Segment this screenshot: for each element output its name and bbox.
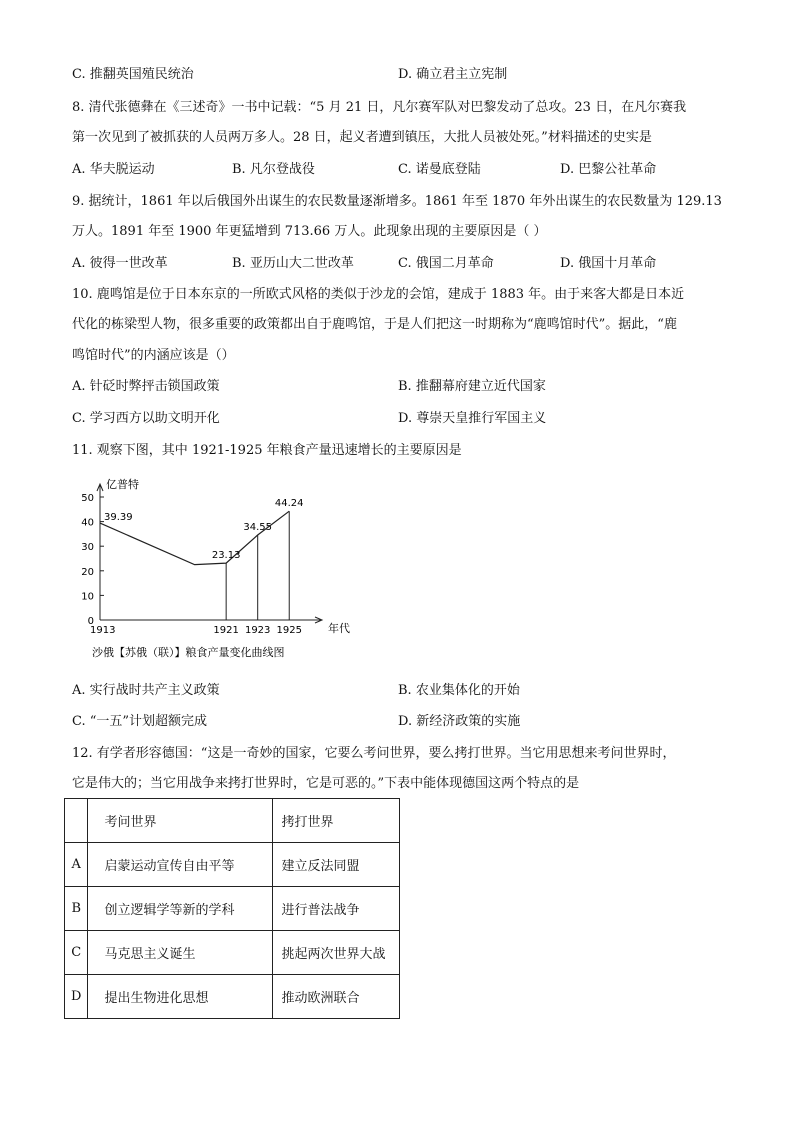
grain-output-chart — [70, 470, 370, 670]
q8-option-b: B. 凡尔登战役 — [232, 162, 315, 177]
q10-option-a: A. 针砭时弊抨击锁国政策 — [72, 379, 220, 394]
chart-y-tick-label: 10 — [81, 591, 94, 603]
q12-table — [64, 798, 400, 1019]
chart-x-tick-label: 1925 — [276, 625, 302, 636]
chart-data-label: 23.13 — [211, 550, 241, 562]
q10-option-d: D. 尊崇天皇推行军国主义 — [398, 411, 547, 426]
q9-option-d: D. 俄国十月革命 — [560, 256, 657, 271]
chart-title: 沙俄【苏俄（联）】粮食产量变化曲线图 — [92, 646, 285, 659]
table-row — [65, 887, 400, 931]
q11-option-d: D. 新经济政策的实施 — [398, 714, 521, 729]
q9-stem-line1: 9. 据统计，1861 年以后俄国外出谋生的农民数量逐渐增多。1861 年至 1870 年外出谋生的农民数量为 129.13 — [72, 194, 722, 209]
table-cell: 推动欧洲联合 — [273, 975, 400, 1019]
table-row — [65, 975, 400, 1019]
table-header-cell: 考问世界 — [88, 799, 273, 843]
table-cell: 提出生物进化思想 — [88, 975, 273, 1019]
table-row — [65, 843, 400, 887]
chart-x-tick-label: 1913 — [90, 625, 116, 636]
q11-option-c: C. “一五”计划超额完成 — [72, 714, 208, 729]
q10-stem-line1: 10. 鹿鸣馆是位于日本东京的一所欧式风格的类似于沙龙的会馆，建成于 1883 年。由于来客大都是日本近 — [72, 287, 685, 302]
q7-option-d: D. 确立君主立宪制 — [398, 67, 508, 82]
q12-stem-line1: 12. 有学者形容德国：“这是一奇妙的国家，它要么考问世界，要么拷打世界。当它用思想来考问世界时， — [72, 746, 676, 761]
q10-option-b: B. 推翻幕府建立近代国家 — [398, 379, 546, 394]
q11-option-a: A. 实行战时共产主义政策 — [72, 683, 220, 698]
q9-option-b: B. 亚历山大二世改革 — [232, 256, 354, 271]
chart-x-tick-label: 1923 — [244, 625, 271, 636]
chart-y-tick-label: 40 — [81, 517, 94, 529]
q9-option-a: A. 彼得一世改革 — [72, 256, 168, 271]
table-header-row — [65, 799, 400, 843]
table-cell: D — [65, 975, 88, 1019]
table-cell: 进行普法战争 — [273, 887, 400, 931]
q7-option-c: C. 推翻英国殖民统治 — [72, 67, 194, 82]
q11-option-b: B. 农业集体化的开始 — [398, 683, 520, 698]
chart-x-axis-label: 年代 — [328, 622, 350, 635]
q8-option-c: C. 诺曼底登陆 — [398, 162, 481, 177]
q10-stem-line3: 鸣馆时代”的内涵应该是（） — [72, 348, 235, 363]
q8-stem-line2: 第一次见到了被抓获的人员两万多人。28 日，起义者遭到镇压，大批人员被处死。”材料描述的史实是 — [72, 130, 652, 145]
q9-stem-line2: 万人。1891 年至 1900 年更猛增到 713.66 万人。此现象出现的主要原因是（ ） — [72, 224, 547, 239]
chart-y-axis-label: 亿普特 — [106, 478, 139, 491]
table-cell: 创立逻辑学等新的学科 — [88, 887, 273, 931]
q8-option-d: D. 巴黎公社革命 — [560, 162, 657, 177]
q9-option-c: C. 俄国二月革命 — [398, 256, 494, 271]
chart-data-label: 39.39 — [104, 512, 133, 524]
q11-stem: 11. 观察下图，其中 1921-1925 年粮食产量迅速增长的主要原因是 — [72, 443, 462, 458]
chart-data-label: 44.24 — [274, 498, 304, 510]
q10-option-c: C. 学习西方以助文明开化 — [72, 411, 220, 426]
chart-data-label: 34.55 — [243, 522, 273, 534]
table-cell: B — [65, 887, 88, 931]
table-cell: C — [65, 931, 88, 975]
table-cell: 挑起两次世界大战 — [273, 931, 400, 975]
chart-y-tick-label: 50 — [81, 493, 94, 504]
q12-stem-line2: 它是伟大的；当它用战争来拷打世界时，它是可恶的。”下表中能体现德国这两个特点的是 — [72, 776, 580, 791]
table-header-cell — [65, 799, 88, 843]
table-cell: 建立反法同盟 — [273, 843, 400, 887]
table-cell: 启蒙运动宣传自由平等 — [88, 843, 273, 887]
table-row — [65, 931, 400, 975]
table-cell: A — [65, 843, 88, 887]
q8-stem-line1: 8. 清代张德彝在《三述奇》一书中记载：“5 月 21 日，凡尔赛军队对巴黎发动了总攻。23 日，在凡尔赛我 — [72, 100, 687, 115]
q10-stem-line2: 代化的栋梁型人物，很多重要的政策都出自于鹿鸣馆，于是人们把这一时期称为“鹿鸣馆时代”。据此，“鹿 — [72, 317, 677, 332]
chart-y-tick-label: 20 — [81, 566, 94, 578]
chart-y-tick-label: 30 — [81, 542, 94, 554]
chart-y-tick-label: 0 — [87, 616, 94, 627]
q8-option-a: A. 华夫脱运动 — [72, 162, 155, 177]
table-header-cell: 拷打世界 — [273, 799, 400, 843]
table-cell: 马克思主义诞生 — [88, 931, 273, 975]
chart-x-tick-label: 1921 — [213, 625, 239, 636]
